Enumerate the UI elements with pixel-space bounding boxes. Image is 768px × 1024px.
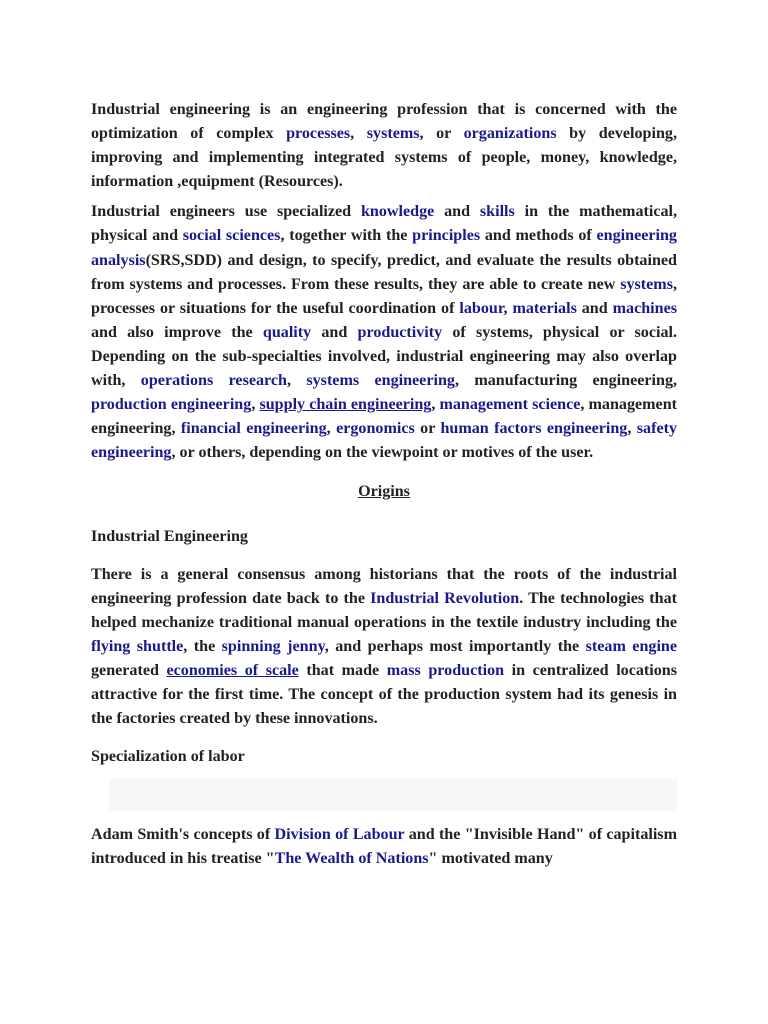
text-run: (SRS,SDD) and design, to specify, predict, and evaluate the results obtained from systems and processes. From these results, they are able to create new <box>91 251 677 293</box>
text-run: Industrial engineering is an engineering profession that is concerned with the optimization of complex <box>91 101 677 143</box>
text-link[interactable]: Industrial Revolution <box>370 589 520 607</box>
shaded-band <box>109 779 677 811</box>
text-link[interactable]: labour <box>459 299 504 317</box>
text-run: , or others, depending on the viewpoint or motives of the user. <box>171 444 594 462</box>
text-link[interactable]: systems <box>366 125 420 143</box>
adam-smith-paragraph <box>91 823 677 871</box>
text-run: and also improve the <box>91 323 263 341</box>
text-run: and <box>576 299 613 317</box>
text-link[interactable]: mass production <box>386 661 505 679</box>
text-run: , <box>350 125 367 143</box>
text-link[interactable]: human factors engineering <box>440 420 628 438</box>
text-run: Industrial engineers use specialized <box>91 203 361 221</box>
text-link[interactable]: economies of scale <box>166 661 299 679</box>
text-run: and <box>311 323 358 341</box>
text-run: in the mathematical, physical and <box>91 203 678 245</box>
text-link[interactable]: systems engineering <box>306 372 455 390</box>
text-link[interactable]: skills <box>479 203 515 221</box>
text-link[interactable]: principles <box>412 227 481 245</box>
text-run: Adam Smith's concepts of <box>91 826 275 844</box>
engineers-paragraph <box>91 200 677 465</box>
text-link[interactable]: machines <box>612 299 678 317</box>
text-run: , and perhaps most importantly the <box>324 637 586 655</box>
text-run: , the <box>183 637 222 655</box>
text-run: or <box>414 420 441 438</box>
specialization-heading: Specialization of labor <box>91 748 245 766</box>
text-link[interactable]: flying shuttle <box>91 637 184 655</box>
text-run: , <box>503 299 513 317</box>
text-run: that made <box>298 661 387 679</box>
text-link[interactable]: engineering analysis <box>91 227 677 269</box>
text-link[interactable]: steam engine <box>585 637 678 655</box>
text-link[interactable]: spinning jenny <box>221 637 325 655</box>
text-link[interactable]: supply chain engineering <box>259 396 432 414</box>
text-run: , <box>286 372 307 390</box>
text-run: There is a general consensus among historians that the roots of the industrial engineering profession date back to the <box>91 565 677 607</box>
text-run: and <box>434 203 480 221</box>
text-link[interactable]: quality <box>262 323 312 341</box>
text-run: " motivated many <box>428 850 553 868</box>
text-link[interactable]: operations research <box>140 372 287 390</box>
text-run: , processes or situations for the useful coordination of <box>91 275 677 317</box>
text-run: of systems, physical or social. Depending on the sub-specialties involved, industrial engineering may also overlap with, <box>91 323 677 390</box>
text-run: . The technologies that helped mechanize traditional manual operations in the textile industry including the <box>91 589 677 631</box>
text-link[interactable]: social sciences <box>182 227 281 245</box>
text-run: , <box>326 420 337 438</box>
text-link[interactable]: Division of Labour <box>274 826 405 844</box>
text-run: generated <box>91 661 167 679</box>
history-paragraph <box>91 563 677 732</box>
text-link[interactable]: knowledge <box>360 203 435 221</box>
text-run: , or <box>419 125 464 143</box>
text-link[interactable]: ergonomics <box>336 420 415 438</box>
text-link[interactable]: organizations <box>463 125 557 143</box>
text-run: , together with the <box>280 227 413 245</box>
text-link[interactable]: production engineering <box>91 396 252 414</box>
intro-paragraph <box>91 98 677 194</box>
text-link[interactable]: materials <box>512 299 577 317</box>
text-link[interactable]: management science <box>439 396 581 414</box>
text-run: in centralized locations attractive for the first time. The concept of the production system had its genesis in the factories created by these innovations. <box>91 661 677 728</box>
text-link[interactable]: processes <box>286 125 351 143</box>
text-run: , <box>431 396 440 414</box>
text-link[interactable]: systems <box>620 275 673 293</box>
text-run: , <box>627 420 637 438</box>
origins-heading: Origins <box>358 483 410 501</box>
text-run: , <box>251 396 260 414</box>
text-link[interactable]: productivity <box>357 323 443 341</box>
text-run: by developing, improving and implementing integrated systems of people, money, knowledge, information ,equipment (Resources). <box>91 125 677 191</box>
text-link[interactable]: The Wealth of Nations <box>274 850 429 868</box>
text-link[interactable]: financial engineering <box>180 420 327 438</box>
text-run: , management engineering, <box>91 396 677 438</box>
text-run: , manufacturing engineering, <box>454 372 678 390</box>
industrial-engineering-heading: Industrial Engineering <box>91 527 248 545</box>
text-run: and methods of <box>480 227 597 245</box>
text-run: and the "Invisible Hand" of capitalism introduced in his treatise " <box>91 826 677 868</box>
text-link[interactable]: safety engineering <box>91 420 677 462</box>
